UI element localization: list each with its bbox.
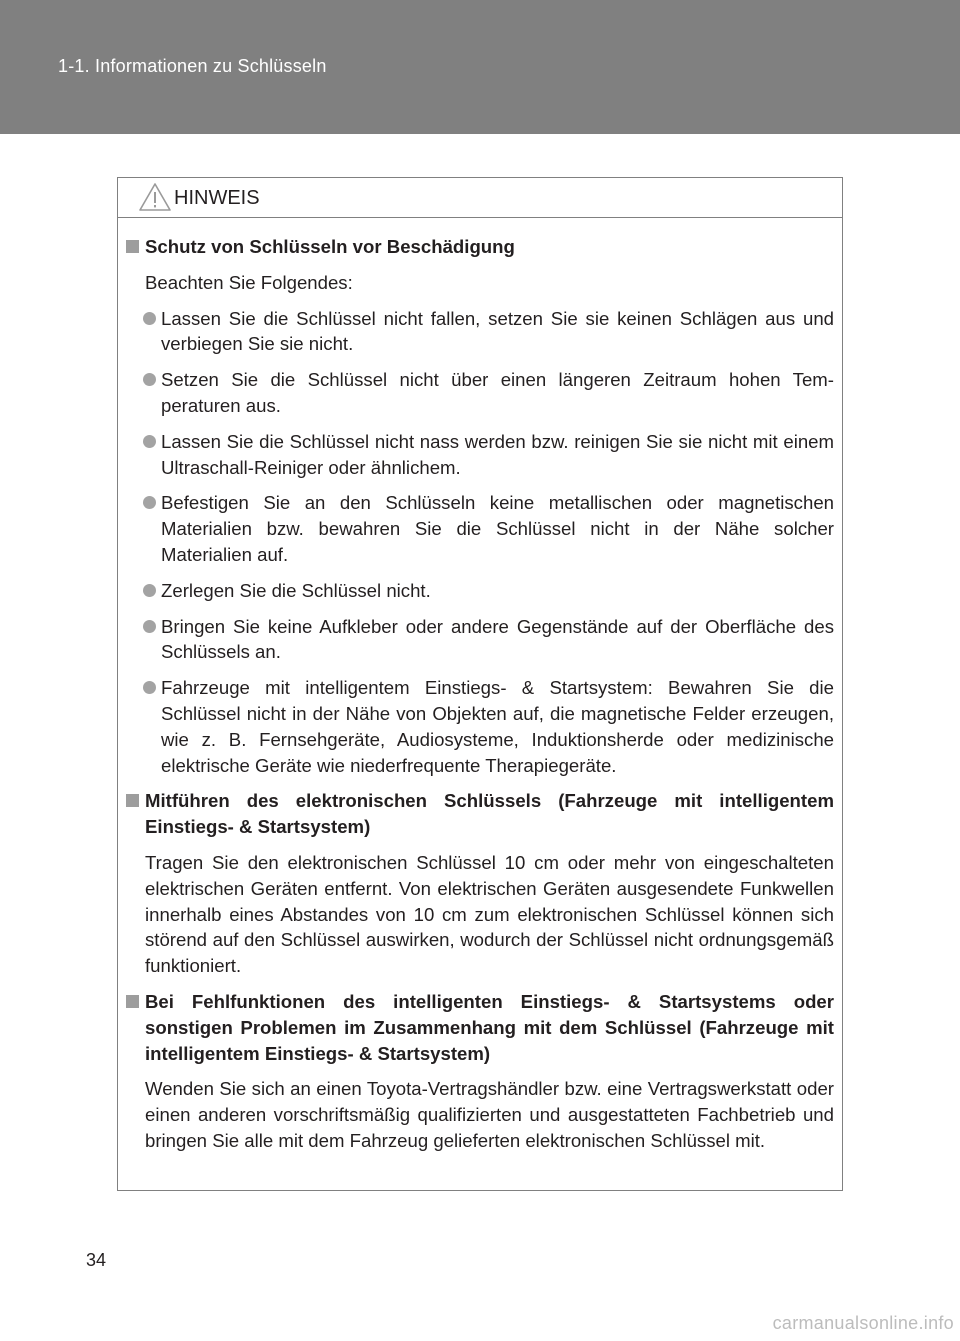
list-item: Lassen Sie die Schlüssel nicht nass werden bzw. reinigen Sie sie nicht mit einem Ultraschall-Reiniger oder ähnlichem.	[126, 429, 834, 481]
circle-bullet-icon	[143, 584, 156, 597]
square-bullet-icon	[126, 794, 139, 807]
chapter-title: 1-1. Informationen zu Schlüsseln	[58, 56, 327, 76]
notice-box	[117, 177, 843, 1191]
circle-bullet-icon	[143, 435, 156, 448]
section-heading: Mitführen des elektronischen Schlüssels (Fahrzeuge mit intelligentem Einstiegs- & Startsystem)	[126, 788, 834, 840]
list-item: Lassen Sie die Schlüssel nicht fallen, setzen Sie sie keinen Schlägen aus und verbiegen Sie sie nicht.	[126, 306, 834, 358]
circle-bullet-icon	[143, 312, 156, 325]
circle-bullet-icon	[143, 496, 156, 509]
list-item: Bringen Sie keine Aufkleber oder andere Gegenstände auf der Oberfläche des Schlüssels an.	[126, 614, 834, 666]
circle-bullet-icon	[143, 620, 156, 633]
section-body: Wenden Sie sich an einen Toyota-Vertragshändler bzw. eine Vertragswerkstatt oder einen anderen vorschriftsmäßig qualifizierten und ausgestatteten Fachbetrieb und bringen Sie alle mit dem Fahrzeug gelieferten elektronischen Schlüssel mit.	[145, 1078, 834, 1151]
notice-title: HINWEIS	[174, 187, 260, 209]
section-body: Tragen Sie den elektronischen Schlüssel 10 cm oder mehr von eingeschalteten elektrischen Geräten entfernt. Von elektrischen Geräten ausgesendete Funkwellen innerhalb eines Abstandes von 10 cm zum elektronischen Schlüssel können sich störend auf den Schlüssel auswirken, wodurch der Schlüssel nicht ordnungsgemäß funktioniert.	[145, 851, 834, 977]
page-number: 34	[86, 1250, 107, 1270]
section-heading: Schutz von Schlüsseln vor Beschädigung	[126, 234, 834, 260]
square-bullet-icon	[126, 995, 139, 1008]
list-item: Setzen Sie die Schlüssel nicht über einen längeren Zeitraum hohen Temperaturen aus.	[126, 367, 834, 419]
list-item: Befestigen Sie an den Schlüsseln keine metallischen oder magnetischen Materialien bzw. bewahren Sie die Schlüssel nicht in der Nähe solcher Materialien auf.	[126, 490, 834, 567]
notice-content	[126, 234, 834, 1164]
circle-bullet-icon	[143, 373, 156, 386]
warning-triangle-icon	[138, 181, 172, 213]
page-header	[0, 0, 960, 134]
circle-bullet-icon	[143, 681, 156, 694]
square-bullet-icon	[126, 240, 139, 253]
section-heading: Bei Fehlfunktionen des intelligenten Einstiegs- & Startsystems oder sonstigen Problemen im Zusammenhang mit dem Schlüssel (Fahrzeuge mit intelligentem Einstiegs- & Startsystem)	[126, 989, 834, 1066]
list-item: Zerlegen Sie die Schlüssel nicht.	[126, 578, 834, 604]
list-item: Fahrzeuge mit intelligentem Einstiegs- & Startsystem: Bewahren Sie die Schlüssel nicht in der Nähe von Objekten auf, die magnetische Felder erzeugen, wie z. B. Fernsehgeräte, Audiosysteme, Induktionsherde oder medizinische elektrische Geräte wie niederfrequente Therapiegeräte.	[126, 675, 834, 778]
notice-header	[118, 178, 842, 218]
watermark: carmanualsonline.info	[772, 1313, 954, 1333]
section-intro: Beachten Sie Folgendes:	[145, 271, 353, 293]
